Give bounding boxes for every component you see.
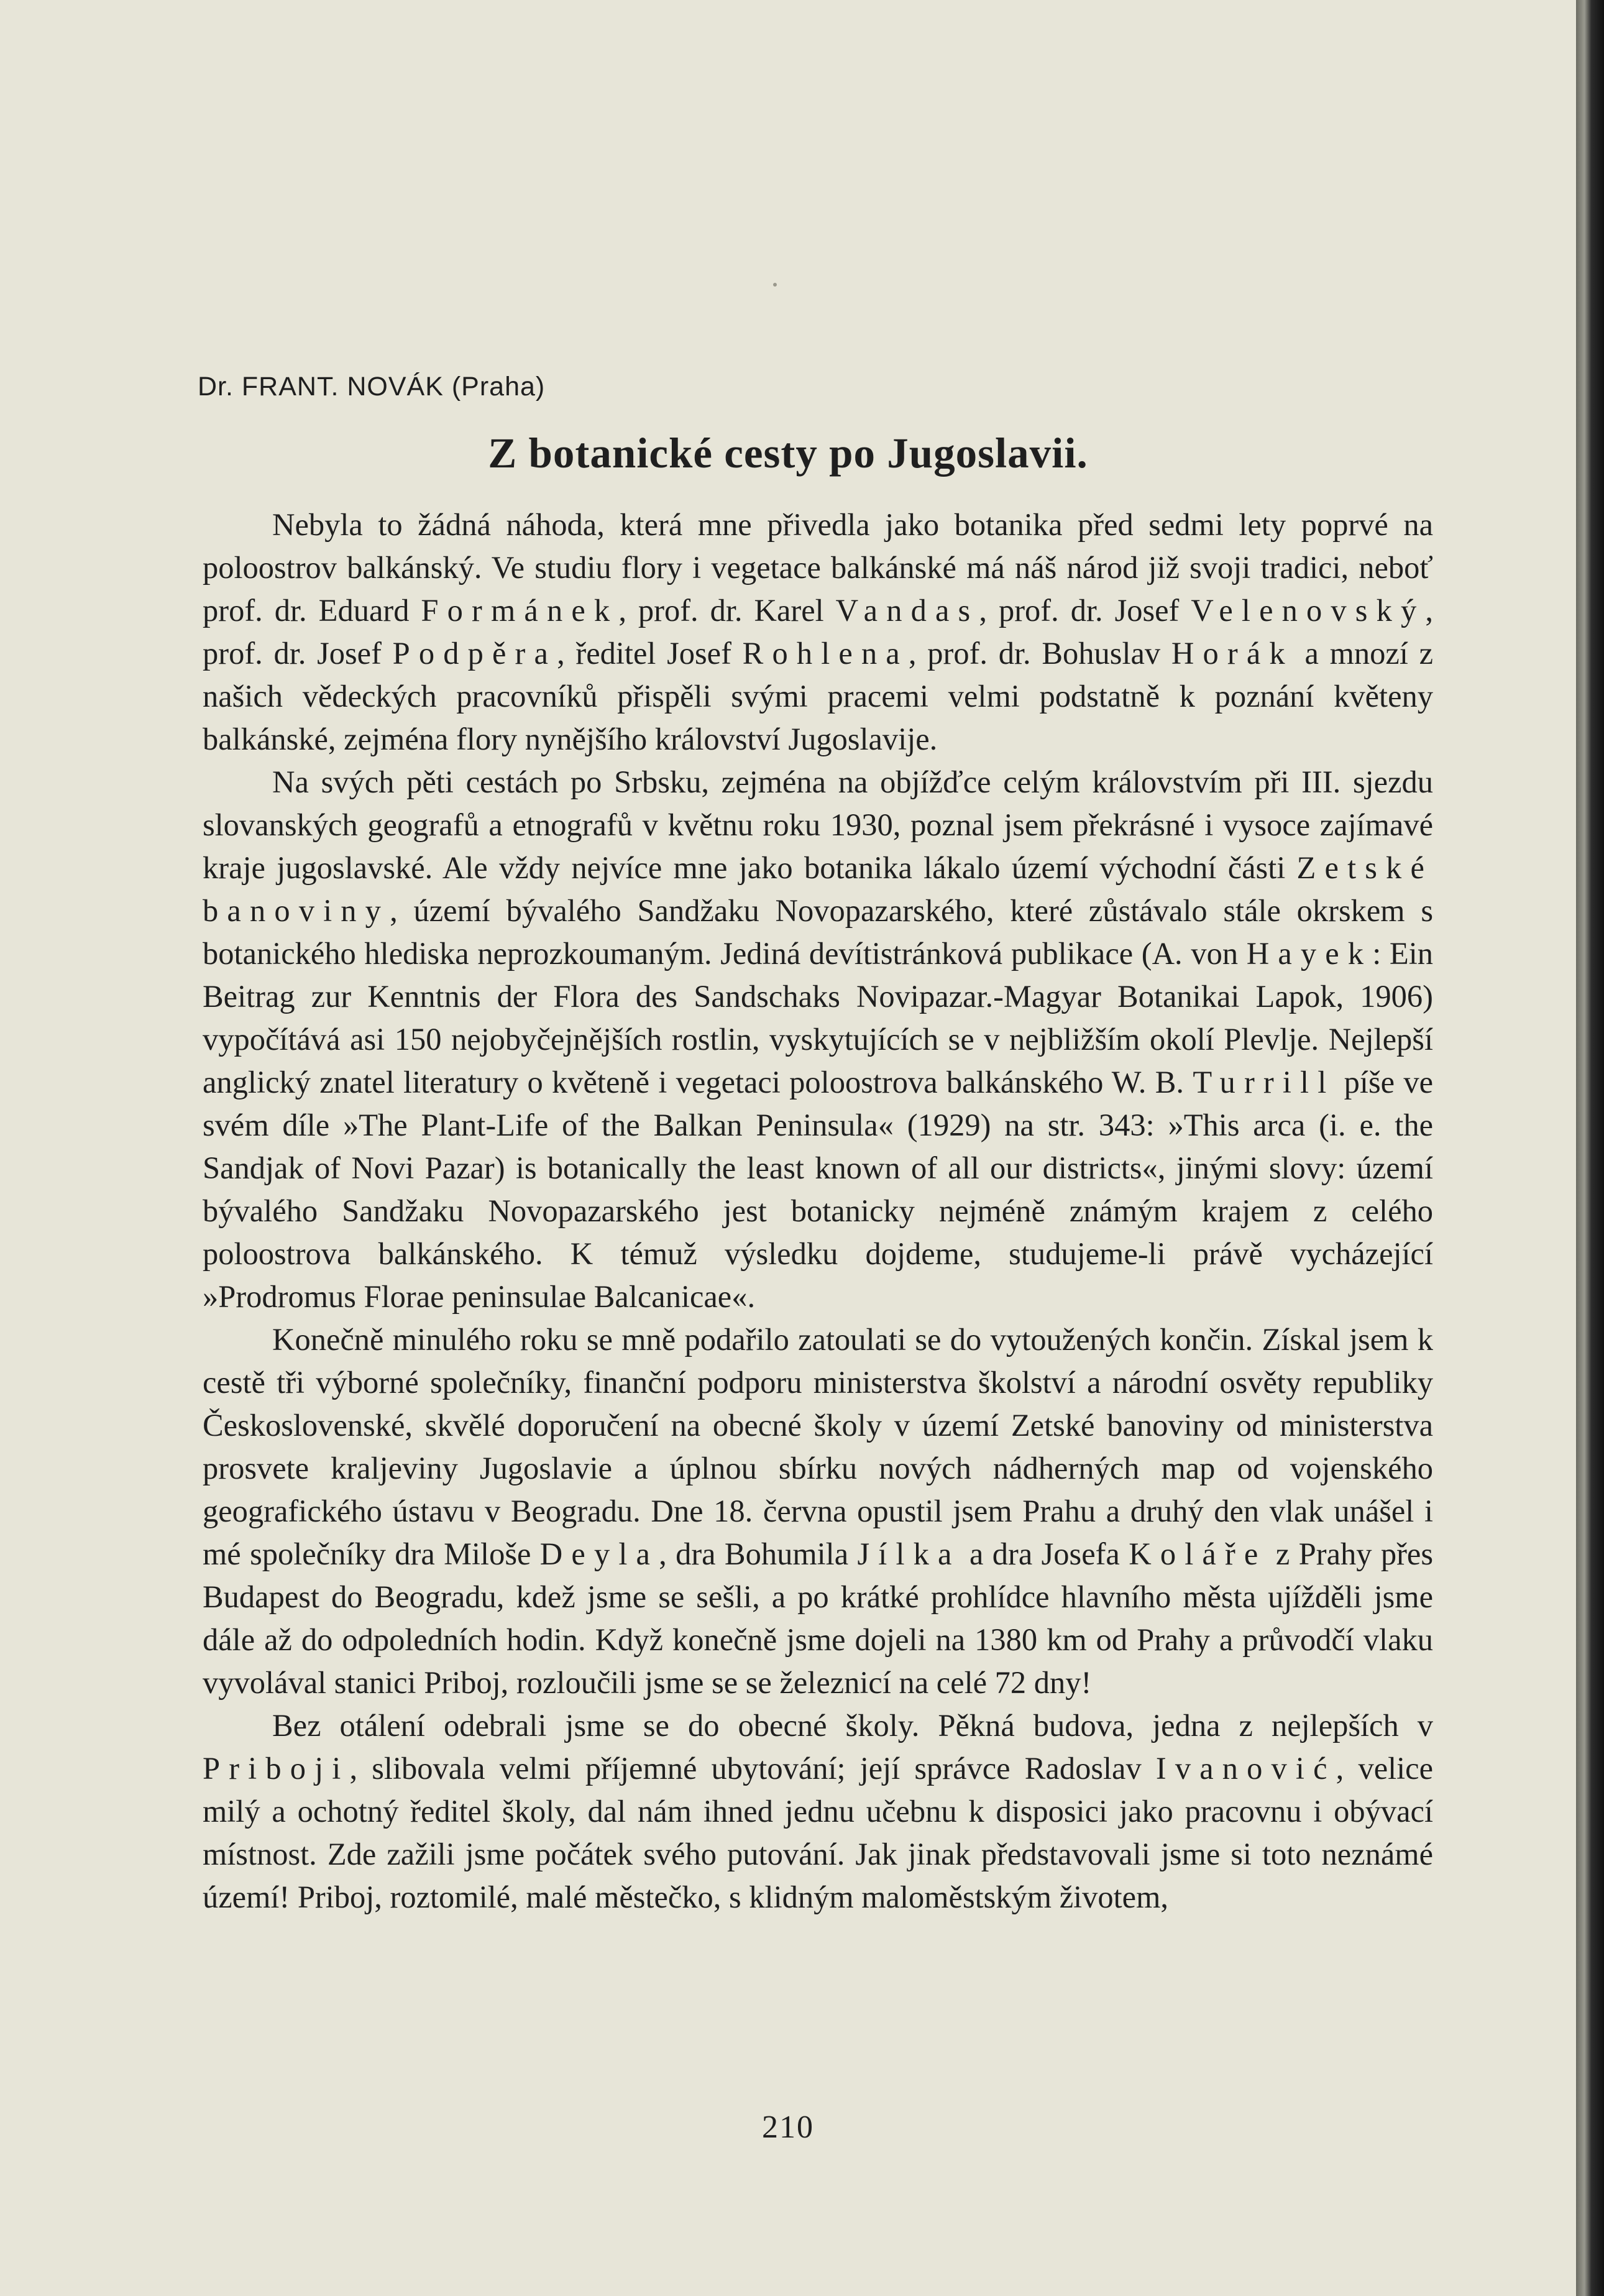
spaced-name-jilka: Jílka xyxy=(857,1536,961,1571)
author-line: Dr. FRANT. NOVÁK (Praha) xyxy=(198,372,546,402)
spaced-name-turrill: Turrill xyxy=(1193,1065,1336,1100)
spaced-name-horak: Horák xyxy=(1171,636,1294,671)
text-run: Nebyla to žádná náhoda, která mne přivedla jako botanika před sedmi lety poprvé na poloostrov balkánský. Ve studiu flory i vegetace balkánské má náš národ již svoji tradici, neboť prof. dr. Eduard xyxy=(203,507,1433,628)
paragraph-3 xyxy=(203,1318,1433,1704)
article-title: Z botanické cesty po Jugoslavii. xyxy=(488,429,1088,477)
text-run: , prof. dr. Bohuslav xyxy=(908,636,1171,671)
book-spine-edge xyxy=(1576,0,1604,2296)
spaced-name-velenovsky: Velenovský xyxy=(1191,593,1426,628)
text-run: z Prahy přes Budapest do Beogradu, kdež jsme se sešli, a po krátké prohlídce hlavního města ujížděli jsme dále až do odpoledních hodin. Když konečně jsme dojeli na 1380 km od Prahy a průvodčí vlaku vyvolával stanici Priboj, rozloučili jsme se se železnicí na celé 72 dny! xyxy=(203,1536,1433,1700)
text-run: , prof. dr. Karel xyxy=(618,593,836,628)
text-run: , prof. dr. Josef xyxy=(203,593,1434,671)
text-run: a mnozí z našich vědeckých pracovníků přispěli svými pracemi velmi podstatně k poznání květeny balkánské, zejména flory nynějšího království Jugoslavije. xyxy=(203,636,1433,756)
spaced-name-zetske-banoviny: Zetské banoviny xyxy=(203,850,1433,928)
spaced-name-deyla: Deyla xyxy=(539,1536,659,1571)
spaced-name-formanek: Formánek xyxy=(421,593,619,628)
paragraph-2 xyxy=(203,761,1433,1318)
spaced-name-hayek: Hayek xyxy=(1246,936,1373,971)
text-run: , území bývalého Sandžaku Novopazarského, které zůstávalo stále okrskem s botanického hlediska neprozkoumaným. Jediná devítistránková publikace (A. von xyxy=(203,893,1433,971)
text-run: Na svých pěti cestách po Srbsku, zejména na objížďce celým královstvím při III. sjezdu slovanských geografů a etnografů v květnu roku 1930, poznal jsem překrásné i vysoce zajímavé kraje jugoslavské. Ale vždy nejvíce mne jako botanika lákalo území východní části xyxy=(203,765,1433,885)
spaced-name-ivanovic: Ivanović xyxy=(1155,1751,1336,1786)
text-run: : Ein Beitrag zur Kenntnis der Flora des Sandschaks Novipazar.-Magyar Botanikai Lapok, 1906) vypočítává asi 150 nejobyčejnějších rostlin, vyskytujících se v nejbližším okolí Plevlje. Nejlepší anglický znatel literatury o květeně i vegetaci poloostrova balkánského W. B. xyxy=(203,936,1433,1100)
text-run: a dra Josefa xyxy=(960,1536,1129,1571)
paragraph-1 xyxy=(203,503,1433,761)
text-run: Konečně minulého roku se mně podařilo zatoulati se do vytoužených končin. Získal jsem k cestě tři výborné společníky, finanční podporu ministerstva školství a národní osvěty republiky Československé, skvělé doporučení na obecné školy v území Zetské banoviny od ministerstva prosvete kraljeviny Jugoslavie a úplnou sbírku nových nádherných map od vojenského geografického ústavu v Beogradu. Dne 18. června opustil jsem Prahu a druhý den vlak unášel i mé společníky dra Miloše xyxy=(203,1322,1433,1571)
article-body xyxy=(203,503,1433,1919)
text-run: píše ve svém díle »The Plant-Life of the Balkan Peninsula« (1929) na str. 343: »This arca (i. e. the Sandjak of Novi Pazar) is botanically the least known of all our districts«, jinými slovy: území bývalého Sandžaku Novopazarského jest botanicky nejméně známým krajem z celého poloostrova balkánského. K témuž výsledku dojdeme, studujeme-li právě vycházející »Prodromus Florae peninsulae Balcanicae«. xyxy=(203,1065,1433,1314)
text-run: , slibovala velmi příjemné ubytování; její správce Radoslav xyxy=(349,1751,1156,1786)
text-run: , ředitel Josef xyxy=(557,636,743,671)
text-run: , velice milý a ochotný ředitel školy, dal nám ihned jednu učebnu k disposici jako pracovnu i obývací místnost. Zde zažili jsme počátek svého putování. Jak jinak představovali jsme si toto neznámé území! Priboj, roztomilé, malé městečko, s klidným maloměstským životem, xyxy=(203,1751,1433,1914)
spaced-name-rohlena: Rohlena xyxy=(742,636,909,671)
spaced-name-vandas: Vandas xyxy=(835,593,979,628)
text-run: , dra Bohumila xyxy=(659,1536,858,1571)
paper-speck xyxy=(773,283,777,287)
spaced-name-priboji: Priboji xyxy=(203,1751,350,1786)
text-run: , prof. dr. Josef xyxy=(979,593,1191,628)
spaced-name-kolare: Koláře xyxy=(1129,1536,1267,1571)
page-number: 210 xyxy=(762,2110,814,2145)
paragraph-4 xyxy=(203,1704,1433,1919)
text-run: Bez otálení odebrali jsme se do obecné školy. Pěkná budova, jedna z nejlepších v xyxy=(272,1708,1433,1743)
spaced-name-podpera: Podpěra xyxy=(392,636,557,671)
